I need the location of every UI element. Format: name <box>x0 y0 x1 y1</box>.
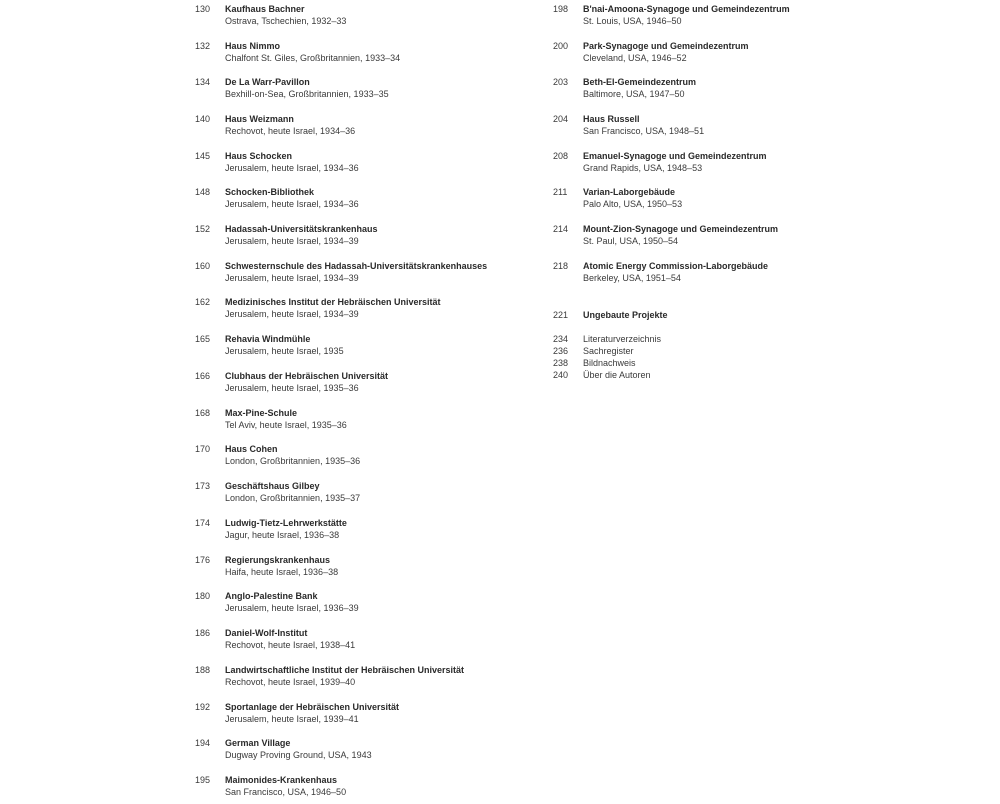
entry-title: Landwirtschaftliche Institut der Hebräischen Universität <box>225 665 465 675</box>
appendix-label: Über die Autoren <box>583 370 651 380</box>
entry-title: Park-Synagoge und Gemeindezentrum <box>583 41 749 51</box>
entry-title: B'nai-Amoona-Synagoge und Gemeindezentrum <box>583 4 790 14</box>
entry-meta: Jerusalem, heute Israel, 1939–41 <box>225 714 359 724</box>
entry-meta: Jagur, heute Israel, 1936–38 <box>225 530 340 540</box>
page-number: 160 <box>195 261 211 271</box>
page-number: 218 <box>553 261 569 271</box>
toc-entry <box>195 480 535 510</box>
toc-entry <box>195 737 535 767</box>
entry-title: Anglo-Palestine Bank <box>225 591 318 601</box>
entry-title: Clubhaus der Hebräischen Universität <box>225 371 389 381</box>
appendix-entry <box>553 333 953 345</box>
toc-entry <box>195 223 535 253</box>
toc-entry <box>195 517 535 547</box>
page-number: 211 <box>553 187 568 197</box>
toc-entry <box>195 664 535 694</box>
page-number: 162 <box>195 297 211 307</box>
page-number: 208 <box>553 151 569 161</box>
entry-meta: Grand Rapids, USA, 1948–53 <box>583 163 703 173</box>
entry-title: Daniel-Wolf-Institut <box>225 628 308 638</box>
toc-entry <box>195 296 535 326</box>
entry-title: Varian-Laborgebäude <box>583 187 676 197</box>
toc-entry <box>553 260 953 290</box>
entry-meta: Jerusalem, heute Israel, 1936–39 <box>225 603 359 613</box>
appendix-label: Bildnachweis <box>583 358 636 368</box>
toc-entry <box>553 3 953 33</box>
page-number: 134 <box>195 77 211 87</box>
entry-meta: Jerusalem, heute Israel, 1934–39 <box>225 309 359 319</box>
page-number: 192 <box>195 702 211 712</box>
entry-meta: Tel Aviv, heute Israel, 1935–36 <box>225 420 347 430</box>
page-number: 234 <box>553 334 569 344</box>
entry-title: Kaufhaus Bachner <box>225 4 305 14</box>
page-number: 180 <box>195 591 211 601</box>
entry-title: Haus Weizmann <box>225 114 294 124</box>
page-number: 240 <box>553 370 569 380</box>
toc-entry <box>195 627 535 657</box>
entry-title: Regierungskrankenhaus <box>225 555 331 565</box>
page-number: 168 <box>195 408 211 418</box>
entry-title: Hadassah-Universitätskrankenhaus <box>225 224 378 234</box>
page-number: 140 <box>195 114 211 124</box>
entry-meta: Jerusalem, heute Israel, 1935 <box>225 346 344 356</box>
appendix-label: Literaturverzeichnis <box>583 334 662 344</box>
entry-title: Maimonides-Krankenhaus <box>225 775 338 785</box>
entry-title: Sportanlage der Hebräischen Universität <box>225 702 400 712</box>
entry-title: Medizinisches Institut der Hebräischen Universität <box>225 297 441 307</box>
toc-entry <box>553 150 953 180</box>
entry-meta: Jerusalem, heute Israel, 1934–36 <box>225 199 359 209</box>
toc-entry <box>195 40 535 70</box>
page-number: 238 <box>553 358 569 368</box>
entry-meta: Jerusalem, heute Israel, 1934–39 <box>225 273 359 283</box>
page-number: 200 <box>553 41 569 51</box>
page-number: 173 <box>195 481 211 491</box>
toc-entry <box>553 113 953 143</box>
page-number: 166 <box>195 371 211 381</box>
entry-title: Ungebaute Projekte <box>583 310 668 320</box>
entry-title: Schocken-Bibliothek <box>225 187 315 197</box>
entry-meta: Palo Alto, USA, 1950–53 <box>583 199 683 209</box>
toc-entry <box>195 260 535 290</box>
page-number: 198 <box>553 4 569 14</box>
entry-title: Haus Nimmo <box>225 41 281 51</box>
entry-meta: Jerusalem, heute Israel, 1934–39 <box>225 236 359 246</box>
entry-meta: San Francisco, USA, 1948–51 <box>583 126 705 136</box>
appendix-entry <box>553 357 953 369</box>
entry-title: Haus Cohen <box>225 444 278 454</box>
entry-title: Haus Russell <box>583 114 640 124</box>
page-number: 152 <box>195 224 211 234</box>
appendix-entry <box>553 345 953 357</box>
toc-entry <box>553 186 953 216</box>
entry-meta: Haifa, heute Israel, 1936–38 <box>225 567 339 577</box>
toc-entry <box>195 701 535 731</box>
page-number: 145 <box>195 151 211 161</box>
entry-title: Max-Pine-Schule <box>225 408 298 418</box>
page-number: 203 <box>553 77 569 87</box>
entry-meta: Dugway Proving Ground, USA, 1943 <box>225 750 372 760</box>
entry-meta: San Francisco, USA, 1946–50 <box>225 787 347 797</box>
toc-entry <box>195 150 535 180</box>
entry-title: Beth-El-Gemeindezentrum <box>583 77 697 87</box>
page-number: 174 <box>195 518 211 528</box>
entry-meta: Rechovot, heute Israel, 1939–40 <box>225 677 356 687</box>
page-number: 170 <box>195 444 211 454</box>
entry-meta: Berkeley, USA, 1951–54 <box>583 273 681 283</box>
entry-title: Haus Schocken <box>225 151 293 161</box>
entry-meta: Jerusalem, heute Israel, 1935–36 <box>225 383 359 393</box>
toc-entry <box>195 370 535 400</box>
page-number: 195 <box>195 775 211 785</box>
page-number: 186 <box>195 628 211 638</box>
page-number: 214 <box>553 224 569 234</box>
entry-title: Rehavia Windmühle <box>225 334 311 344</box>
entry-title: German Village <box>225 738 291 748</box>
entry-meta: St. Paul, USA, 1950–54 <box>583 236 679 246</box>
page-number: 165 <box>195 334 211 344</box>
page-number: 221 <box>553 310 569 320</box>
toc-entry <box>195 333 535 363</box>
entry-meta: Cleveland, USA, 1946–52 <box>583 53 687 63</box>
entry-meta: Rechovot, heute Israel, 1938–41 <box>225 640 356 650</box>
page-number: 130 <box>195 4 211 14</box>
page-number: 236 <box>553 346 569 356</box>
appendix-label: Sachregister <box>583 346 634 356</box>
toc-entry <box>195 407 535 437</box>
page-number: 148 <box>195 187 211 197</box>
entry-title: Schwesternschule des Hadassah-Universitätskrankenhauses <box>225 261 488 271</box>
entry-meta: London, Großbritannien, 1935–36 <box>225 456 361 466</box>
toc-entry <box>553 40 953 70</box>
page-number: 194 <box>195 738 211 748</box>
entry-title: Geschäftshaus Gilbey <box>225 481 320 491</box>
entry-meta: Baltimore, USA, 1947–50 <box>583 89 685 99</box>
entry-meta: London, Großbritannien, 1935–37 <box>225 493 361 503</box>
entry-meta: Rechovot, heute Israel, 1934–36 <box>225 126 356 136</box>
entry-title: Emanuel-Synagoge und Gemeindezentrum <box>583 151 767 161</box>
toc-entry <box>195 76 535 106</box>
toc-entry <box>195 554 535 584</box>
entry-title: Ludwig-Tietz-Lehrwerkstätte <box>225 518 347 528</box>
page-number: 132 <box>195 41 211 51</box>
toc-entry-unbuilt <box>553 309 953 321</box>
entry-meta: St. Louis, USA, 1946–50 <box>583 16 682 26</box>
entry-title: Atomic Energy Commission-Laborgebäude <box>583 261 769 271</box>
page-number: 188 <box>195 665 211 675</box>
appendix-entry <box>553 369 953 381</box>
toc-entry <box>195 113 535 143</box>
toc-entry <box>553 76 953 106</box>
entry-meta: Jerusalem, heute Israel, 1934–36 <box>225 163 359 173</box>
toc-entry <box>195 443 535 473</box>
entry-meta: Chalfont St. Giles, Großbritannien, 1933–34 <box>225 53 401 63</box>
toc-entry <box>553 223 953 253</box>
entry-title: Mount-Zion-Synagoge und Gemeindezentrum <box>583 224 778 234</box>
page-number: 176 <box>195 555 211 565</box>
entry-title: De La Warr-Pavillon <box>225 77 310 87</box>
page-number: 204 <box>553 114 569 124</box>
entry-meta: Bexhill-on-Sea, Großbritannien, 1933–35 <box>225 89 389 99</box>
toc-entry <box>195 590 535 620</box>
toc-entry <box>195 3 535 33</box>
toc-entry <box>195 186 535 216</box>
entry-meta: Ostrava, Tschechien, 1932–33 <box>225 16 347 26</box>
